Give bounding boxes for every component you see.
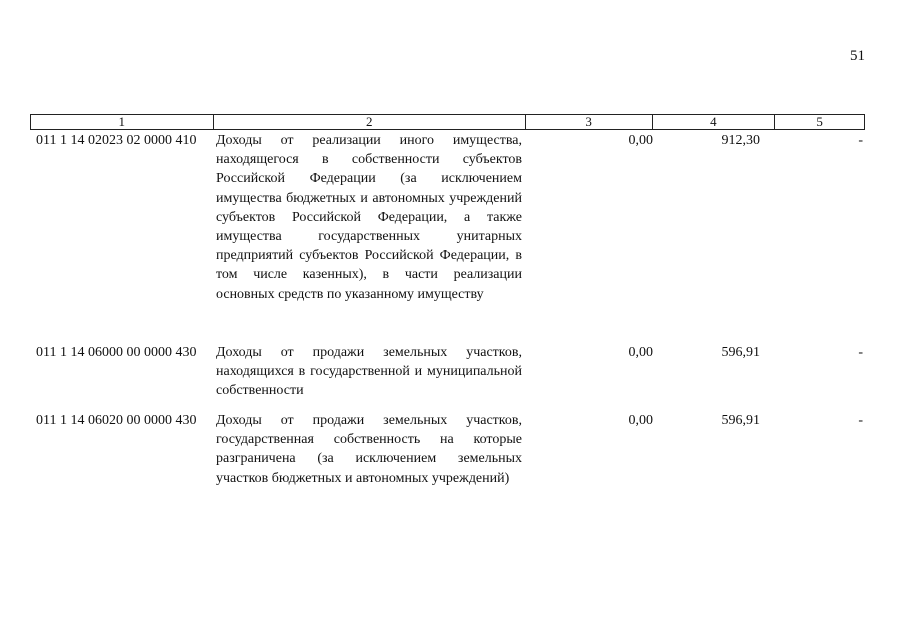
row-value-col5: - xyxy=(858,413,863,428)
header-cell-2: 2 xyxy=(214,115,526,129)
page-number: 51 xyxy=(850,48,865,64)
row-code: 011 1 14 02023 02 0000 410 xyxy=(36,133,197,148)
header-cell-4: 4 xyxy=(653,115,776,129)
table-header-row xyxy=(30,114,865,130)
row-name: Доходы от продажи земельных участков, находящихся в государственной и муниципальной собственности xyxy=(216,345,522,399)
row-value-col3: 0,00 xyxy=(628,133,653,148)
row-value-col4: 596,91 xyxy=(721,413,760,428)
header-cell-5: 5 xyxy=(816,114,823,129)
header-cell-1: 1 xyxy=(31,115,214,129)
row-value-col3: 0,00 xyxy=(628,345,653,360)
row-code: 011 1 14 06000 00 0000 430 xyxy=(36,345,197,360)
row-name: Доходы от реализации иного имущества, находящегося в собственности субъектов Российской Федерации (за исключением имущества бюджетных и автономных учреждений субъектов Российской Федерации, а также имущества государственных унитарных предприятий субъектов Российской Федерации, в том числе казенных), в части реализации основных средств по указанному имуществу xyxy=(216,133,522,302)
row-value-col4: 912,30 xyxy=(721,133,760,148)
row-value-col5: - xyxy=(858,345,863,360)
row-value-col4: 596,91 xyxy=(721,345,760,360)
header-cell-3: 3 xyxy=(526,115,653,129)
row-value-col5: - xyxy=(858,133,863,148)
row-name: Доходы от продажи земельных участков, государственная собственность на которые разграничена (за исключением земельных участков бюджетных и автономных учреждений) xyxy=(216,413,522,486)
row-value-col3: 0,00 xyxy=(628,413,653,428)
row-code: 011 1 14 06020 00 0000 430 xyxy=(36,413,197,428)
